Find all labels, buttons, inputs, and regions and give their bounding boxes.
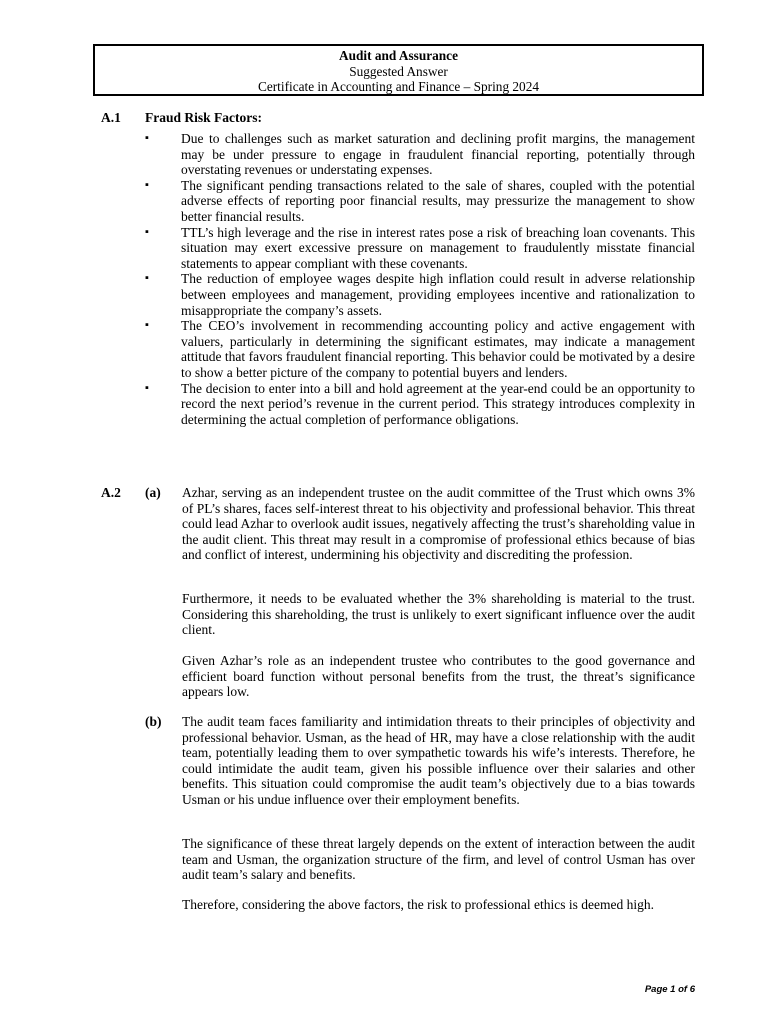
bullet-icon: ▪ — [145, 381, 149, 394]
question-number-a1: A.1 — [101, 110, 121, 125]
part-a-paragraph-1: Azhar, serving as an independent trustee on the audit committee of the Trust which owns 3% of PL’s shares, faces self-interest threat to his objectivity and professional behavior. This threat could lead Azhar to overlook audit issues, negatively affecting the trust’s shareholding value in the audit client. This threat may result in a compromise of professional ethics because of bias and conflict of interest, undermining his objectivity and discrediting the profession. — [182, 485, 695, 563]
bullet-icon: ▪ — [145, 132, 149, 144]
list-item: ▪ The decision to enter into a bill and hold agreement at the year-end could be an opportunity to record the next period’s revenue in the current period. This strategy introduces complexity in determining the actual completion of performance obligations. — [145, 380, 695, 427]
list-item: ▪ The significant pending transactions related to the sale of shares, coupled with the potential adverse effects of reporting poor financial results, may pressurize the management to show better financial results. — [145, 177, 695, 224]
bullet-icon: ▪ — [145, 225, 149, 238]
question-number-a2: A.2 — [101, 485, 121, 500]
bullet-icon: ▪ — [145, 272, 149, 285]
part-label-b: (b) — [145, 714, 162, 729]
fraud-risk-factor-list — [145, 131, 695, 427]
bullet-icon: ▪ — [145, 319, 149, 332]
list-item: ▪ TTL’s high leverage and the rise in interest rates pose a risk of breaching loan covenants. This situation may exert excessive pressure on management to fraudulently misstate financial statements to appear compliant with these covenants. — [145, 224, 695, 271]
subject-title: Audit and Assurance — [339, 48, 458, 63]
doc-type: Suggested Answer — [349, 63, 448, 79]
part-a-paragraph-3: Given Azhar’s role as an independent trustee who contributes to the good governance and efficient board function without personal benefits from the trust, the threat’s significance appears low. — [182, 653, 695, 700]
list-item: ▪ The CEO’s involvement in recommending accounting policy and active engagement with valuers, particularly in determining the significant estimates, may indicate a management attitude that favors fraudulent financial reporting. This behavior could be motivated by a desire to show a better picture of the company to potential buyers and lenders. — [145, 318, 695, 380]
list-item: ▪ Due to challenges such as market saturation and declining profit margins, the management may be under pressure to engage in fraudulent financial reporting, potentially through overstating revenues or understating expenses. — [145, 131, 695, 178]
document-header — [93, 44, 704, 96]
part-b-paragraph-2: The significance of these threat largely depends on the extent of interaction between the audit team and Usman, the organization structure of the firm, and level of control Usman has over audit team’s salary and benefits. — [182, 836, 695, 883]
part-label-a: (a) — [145, 485, 161, 500]
page-number: Page 1 of 6 — [644, 984, 695, 995]
question-heading-a1: Fraud Risk Factors: — [145, 110, 262, 125]
part-b-paragraph-3: Therefore, considering the above factors, the risk to professional ethics is deemed high. — [182, 897, 654, 912]
part-b-paragraph-1: The audit team faces familiarity and intimidation threats to their principles of objectivity and professional behavior. Usman, as the head of HR, may have a close relationship with the audit team, potentially leading them to over sympathetic towards his wife’s interests. Therefore, he could intimidate the audit team, given his possible influence over their salaries and other benefits. This situation could compromise the audit team’s objectively due to a bias towards Usman or his undue influence over their employment benefits. — [182, 714, 695, 807]
exam-title: Certificate in Accounting and Finance – Spring 2024 — [257, 79, 540, 94]
part-a-paragraph-2: Furthermore, it needs to be evaluated whether the 3% shareholding is material to the trust. Considering this shareholding, the trust is unlikely to exert significant influence over the audit client. — [182, 591, 695, 638]
list-item: ▪ The reduction of employee wages despite high inflation could result in adverse relationship between employees and management, providing employees incentive and rationalization to misappropriate the company’s assets. — [145, 271, 695, 318]
bullet-icon: ▪ — [145, 178, 149, 191]
